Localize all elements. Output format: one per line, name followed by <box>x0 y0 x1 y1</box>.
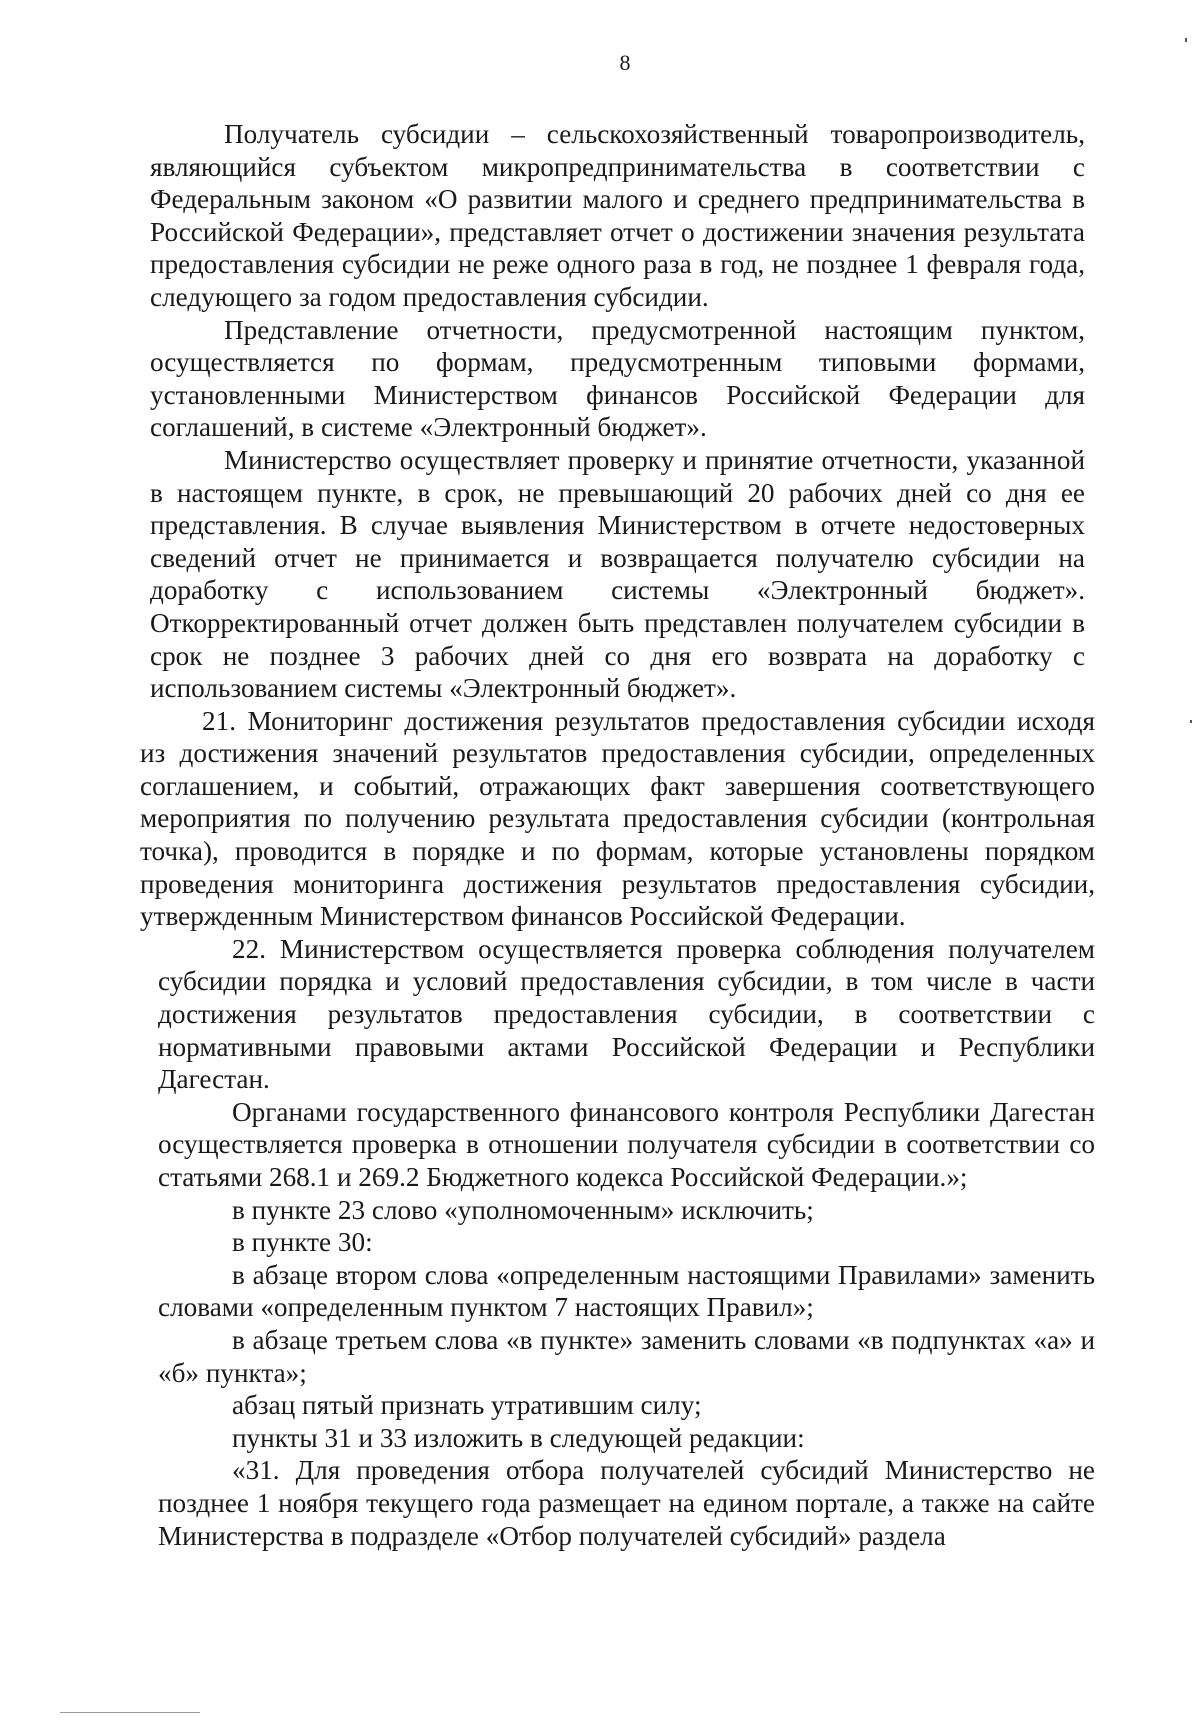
paragraph-reporting-forms: Представление отчетности, предусмотренной настоящим пунктом, осуществляется по формам, предусмотренным типовыми формами, установленными Министерством финансов Российской Федерации для соглашений, в системе «Электронный бюджет». <box>150 314 1085 443</box>
paragraph-item-30-third: в абзаце третьем слова «в пункте» заменить словами «в подпунктах «а» и «б» пункта»; <box>158 1324 1095 1388</box>
paragraph-item-30-second: в абзаце втором слова «определенным настоящими Правилами» заменить словами «определенным пунктом 7 настоящих Правил»; <box>158 1259 1095 1323</box>
paragraph-recipient-report: Получатель субсидии – сельскохозяйственный товаропроизводитель, являющийся субъектом микропредпринимательства в соответствии с Федеральным законом «О развитии малого и среднего предпринимательства в Российской Федерации», представляет отчет о достижении значения результата предоставления субсидии не реже одного раза в год, не позднее 1 февраля года, следующего за годом предоставления субсидии. <box>150 119 1085 312</box>
paragraph-financial-control: Органами государственного финансового контроля Республики Дагестан осуществляется проверка в отношении получателя субсидии в соответствии со статьями 268.1 и 269.2 Бюджетного кодекса Российской Федерации.»; <box>158 1096 1095 1192</box>
paragraph-ministry-check: Министерство осуществляет проверку и принятие отчетности, указанной в настоящем пункте, в срок, не превышающий 20 рабочих дней со дня ее представления. В случае выявления Министерством в отчете недостоверных сведений отчет не принимается и возвращается получателю субсидии на доработку с использованием системы «Электронный бюджет». Откорректированный отчет должен быть представлен получателем субсидии в срок не позднее 3 рабочих дней со дня его возврата на доработку с использованием системы «Электронный бюджет». <box>150 444 1085 704</box>
paragraph-item-30-fifth: абзац пятый признать утратившим силу; <box>232 1390 702 1421</box>
scan-edge-mark <box>60 1712 200 1713</box>
paragraph-items-31-33: пункты 31 и 33 изложить в следующей редакции: <box>232 1422 805 1453</box>
document-body <box>140 118 1095 1552</box>
paragraph-item-30-heading: в пункте 30: <box>232 1227 373 1258</box>
paragraph-item-21: 21. Мониторинг достижения результатов предоставления субсидии исходя из достижения значений результатов предоставления субсидии, определенных соглашением, и событий, отражающих факт завершения соответствующего мероприятия по получению результата предоставления субсидии (контрольная точка), проводится в порядке и по формам, которые установлены порядком проведения мониторинга достижения результатов предоставления субсидии, утвержденным Министерством финансов Российской Федерации. <box>140 705 1095 932</box>
scan-edge-mark <box>1190 720 1192 723</box>
scan-edge-mark <box>1185 38 1187 42</box>
paragraph-item-23-amendment: в пункте 23 слово «уполномоченным» исключить; <box>232 1194 814 1225</box>
page-number: 8 <box>619 50 631 75</box>
paragraph-item-31-text: «31. Для проведения отбора получателей субсидий Министерство не позднее 1 ноября текущего года размещает на едином портале, а также на сайте Министерства в подразделе «Отбор получателей субсидий» раздела <box>158 1455 1095 1551</box>
paragraph-item-22: 22. Министерством осуществляется проверка соблюдения получателем субсидии порядка и условий предоставления субсидии, в том числе в части достижения результатов предоставления субсидии, в соответствии с нормативными правовыми актами Российской Федерации и Республики Дагестан. <box>158 933 1095 1095</box>
